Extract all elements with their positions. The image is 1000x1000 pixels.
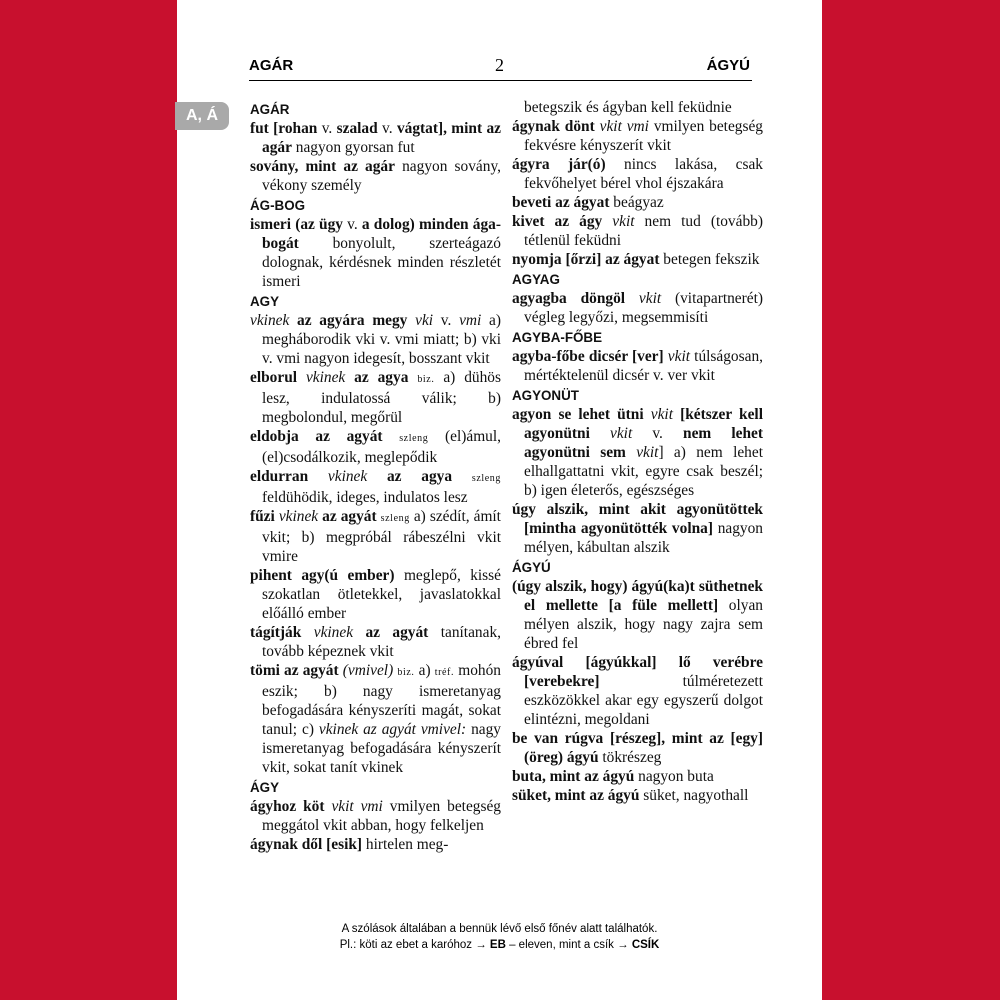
entry: ágyúval [ágyúkkal] lő verébre [verebekre] túlméretezett eszközökkel akar egy egyszerű dolgot elintézni, megoldani [512, 654, 763, 728]
entry: sovány, mint az agár nagyon sovány, vékony személy [250, 158, 501, 194]
entry: tömi az agyát (vmivel) biz. a) tréf. mohón eszik; b) nagy ismeretanyag befogadására kényszeríti magát, sokat tanul; c) vkinek az agyát vmivel: nagy ismeretanyag befogadására kényszerít vkit, sokat tanít vkinek [250, 662, 501, 776]
entry: ismeri (az ügy v. a dolog) minden ága-bogát bonyolult, szerteágazó dolognak, kérdésnek minden részletét ismeri [250, 216, 501, 290]
headword-agy2: ÁGY [250, 780, 280, 795]
page-number: 2 [495, 55, 504, 75]
headword-agyu: ÁGYÚ [512, 560, 551, 575]
entry: tágítják vkinek az agyát tanítanak, tovább képeznek vkit [250, 624, 501, 660]
entry: buta, mint az ágyú nagyon buta [512, 768, 714, 785]
running-head-right: ÁGYÚ [706, 57, 750, 74]
entry: ágyhoz köt vkit vmi vmilyen betegség meggátol vkit abban, hogy felkeljen [250, 798, 501, 834]
usage-footnote [177, 921, 822, 953]
entry: eldobja az agyát szleng (el)ámul, (el)csodálkozik, meglepődik [250, 428, 501, 466]
running-head-left: AGÁR [249, 57, 294, 74]
entry: ágynak dönt vkit vmi vmilyen betegség fekvésre kényszerít vkit [512, 118, 763, 154]
entry: fut [rohan v. szalad v. vágtat], mint az agár nagyon gyorsan fut [250, 120, 501, 156]
letter-thumb-tab[interactable]: A, Á [175, 102, 229, 130]
footnote-line-1: A szólások általában a bennük lévő első főnév alatt találhatók. [341, 923, 658, 935]
dictionary-page [177, 0, 822, 1000]
entry: (úgy alszik, hogy) ágyú(ka)t süthetnek el mellette [a füle mellett] olyan mélyen alszik, hogy nagy zajra sem ébred fel [512, 578, 763, 652]
entry: vkinek az agyára megy vki v. vmi a) megháborodik vki v. vmi miatt; b) vki v. vmi nagyon idegesít, bosszant vkit [250, 312, 501, 367]
header-rule [249, 80, 752, 81]
right-column [512, 98, 763, 805]
left-column [250, 99, 501, 854]
entry: ágynak dől [esik] hirtelen meg- [250, 836, 449, 853]
entry: agyba-főbe dicsér [ver] vkit túlságosan, mértéktelenül dicsér v. ver vkit [512, 348, 763, 384]
entry: süket, mint az ágyú süket, nagyothall [512, 787, 749, 804]
entry: fűzi vkinek az agyát szleng a) szédít, ámít vkit; b) megpróbál rábeszélni vkit vmire [250, 508, 501, 565]
cross-reference-csik[interactable]: CSÍK [631, 939, 660, 951]
entry: beveti az ágyat beágyaz [512, 194, 664, 211]
entry: be van rúgva [részeg], mint az [egy] (öreg) ágyú tökrészeg [512, 730, 763, 766]
headword-agyonut: AGYONÜT [512, 388, 579, 403]
entry: eldurran vkinek az agya szleng feldühödik, ideges, indulatos lesz [250, 468, 501, 506]
entry: agyagba döngöl vkit (vitapartnerét) végleg legyőzi, megsemmisíti [512, 290, 763, 326]
footnote-line-2: Pl.: köti az ebet a karóhoz → EB – eleven, mint a csík → CSÍK [339, 939, 660, 951]
entry: elborul vkinek az agya biz. a) dühös lesz, indulatossá válik; b) megbolondul, megőrül [250, 369, 501, 426]
entry: kivet az ágy vkit nem tud (tovább) tétlenül feküdni [512, 213, 763, 249]
entry: pihent agy(ú ember) meglepő, kissé szokatlan ötletekkel, javaslatokkal előálló ember [250, 567, 501, 622]
entry: úgy alszik, mint akit agyonütöttek [mintha agyonütötték volna] nagyon mélyen, kábultan alszik [512, 501, 763, 556]
headword-agbog: ÁG-BOG [250, 198, 306, 213]
entry: agyon se lehet ütni vkit [kétszer kell agyonütni vkit v. nem lehet agyonütni sem vkit] a) nem lehet elhallgattatni vkit, egyre csak beszél; b) igen életerős, egészséges [512, 406, 763, 499]
headword-agybafobe: AGYBA-FŐBE [512, 330, 603, 345]
entry: ágyra jár(ó) nincs lakása, csak fekvőhelyet bérel vhol éjszakára [512, 156, 763, 192]
headword-agy: AGY [250, 294, 280, 309]
entry-continuation: betegszik és ágyban kell feküdnie [524, 99, 732, 116]
cross-reference-eb[interactable]: EB [489, 939, 506, 951]
headword-agyag: AGYAG [512, 272, 560, 287]
entry: nyomja [őrzi] az ágyat betegen fekszik [512, 251, 760, 268]
headword-agar: AGÁR [250, 102, 290, 117]
